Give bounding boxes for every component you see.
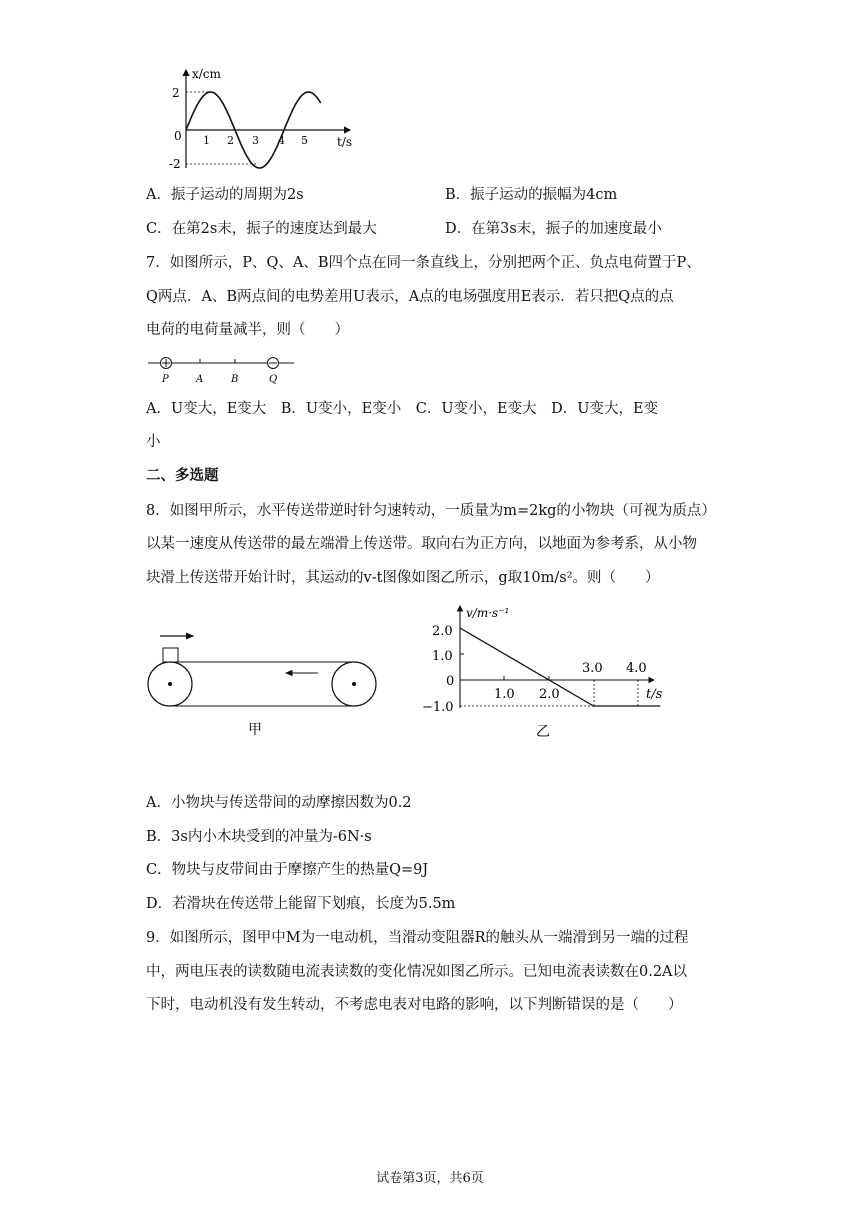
- xt-xtick-1: 1: [203, 134, 210, 147]
- conveyor-figure: [140, 626, 390, 746]
- caption-jia: 甲: [248, 722, 262, 738]
- q8-line-3: 块滑上传送带开始计时，其运动的v-t图像如图乙所示，g取10m/s²。则（ ）: [146, 570, 660, 586]
- vt-graph: [418, 602, 680, 742]
- xt-xtick-4: 4: [278, 134, 285, 147]
- caption-yi: 乙: [536, 724, 550, 740]
- vt-xtick-3: 3.0: [582, 661, 603, 676]
- q9-line-1: 9．如图所示，图甲中M为一电动机，当滑动变阻器R的触头从一端滑到另一端的过程: [146, 930, 689, 946]
- xt-xtick-2: 2: [227, 134, 234, 147]
- q8-line-1: 8．如图甲所示，水平传送带逆时针匀速转动，一质量为m=2kg的小物块（可视为质点）: [146, 503, 716, 519]
- q6-option-b[interactable]: B．振子运动的振幅为4cm: [445, 187, 618, 203]
- vt-ylabel: v/m·s⁻¹: [466, 606, 510, 620]
- q7-line-3: 电荷的电荷量减半，则（ ）: [146, 322, 349, 338]
- q7-charge-line-figure: [146, 354, 296, 386]
- section-title: 二、多选题: [146, 467, 219, 484]
- vt-xtick-1: 1.0: [494, 687, 515, 702]
- xt-xlabel: t/s: [337, 135, 353, 149]
- q8-option-a[interactable]: A．小物块与传送带间的动摩擦因数为0.2: [146, 795, 412, 811]
- label-q: Q: [269, 374, 278, 385]
- xt-graph: [160, 64, 360, 174]
- q8-option-c[interactable]: C．物块与皮带间由于摩擦产生的热量Q=9J: [146, 862, 429, 878]
- q7-line-2: Q两点．A、B两点间的电势差用U表示，A点的电场强度用E表示．若只把Q点的点: [146, 289, 674, 305]
- q7-line-1: 7．如图所示，P、Q、A、B四个点在同一条直线上，分别把两个正、负点电荷置于P、: [146, 255, 701, 271]
- page-footer: 试卷第3页，共6页: [376, 1171, 484, 1186]
- vt-ytick-2: 2.0: [432, 624, 453, 639]
- vt-xlabel: t/s: [646, 687, 663, 702]
- xt-xtick-5: 5: [301, 134, 308, 147]
- q6-option-c[interactable]: C．在第2s末，振子的速度达到最大: [146, 221, 377, 237]
- xt-xtick-3: 3: [252, 134, 259, 147]
- xt-origin: 0: [174, 129, 182, 143]
- label-a: A: [196, 374, 204, 385]
- vt-ytick-0: 0: [446, 674, 455, 689]
- block: [163, 648, 178, 662]
- q8-line-2: 以某一速度从传送带的最左端滑上传送带。取向右为正方向，以地面为参考系，从小物: [146, 536, 697, 552]
- q7-options-line-1[interactable]: A．U变大，E变大 B．U变小，E变小 C．U变小，E变大 D．U变大，E变: [146, 401, 659, 417]
- vt-xtick-2: 2.0: [539, 687, 560, 702]
- q8-option-d[interactable]: D．若滑块在传送带上能留下划痕，长度为5.5m: [146, 896, 456, 912]
- vt-xtick-4: 4.0: [626, 661, 647, 676]
- xt-ylabel: x/cm: [192, 67, 221, 81]
- vt-ytick-neg1: −1.0: [422, 700, 454, 715]
- label-p: P: [162, 374, 169, 385]
- q9-line-3: 下时，电动机没有发生转动，不考虑电表对电路的影响，以下判断错误的是（ ）: [146, 997, 683, 1013]
- vt-ytick-1: 1.0: [432, 649, 453, 664]
- xt-ytick-neg2: -2: [169, 157, 181, 171]
- label-b: B: [231, 374, 239, 385]
- q7-options-line-2[interactable]: 小: [146, 434, 161, 450]
- xt-ytick-2: 2: [172, 86, 180, 100]
- q9-line-2: 中，两电压表的读数随电流表读数的变化情况如图乙所示。已知电流表读数在0.2A以: [146, 964, 688, 980]
- q6-option-d[interactable]: D．在第3s末，振子的加速度最小: [445, 221, 662, 237]
- q8-option-b[interactable]: B．3s内小木块受到的冲量为-6N·s: [146, 829, 372, 845]
- q6-option-a[interactable]: A．振子运动的周期为2s: [146, 187, 304, 203]
